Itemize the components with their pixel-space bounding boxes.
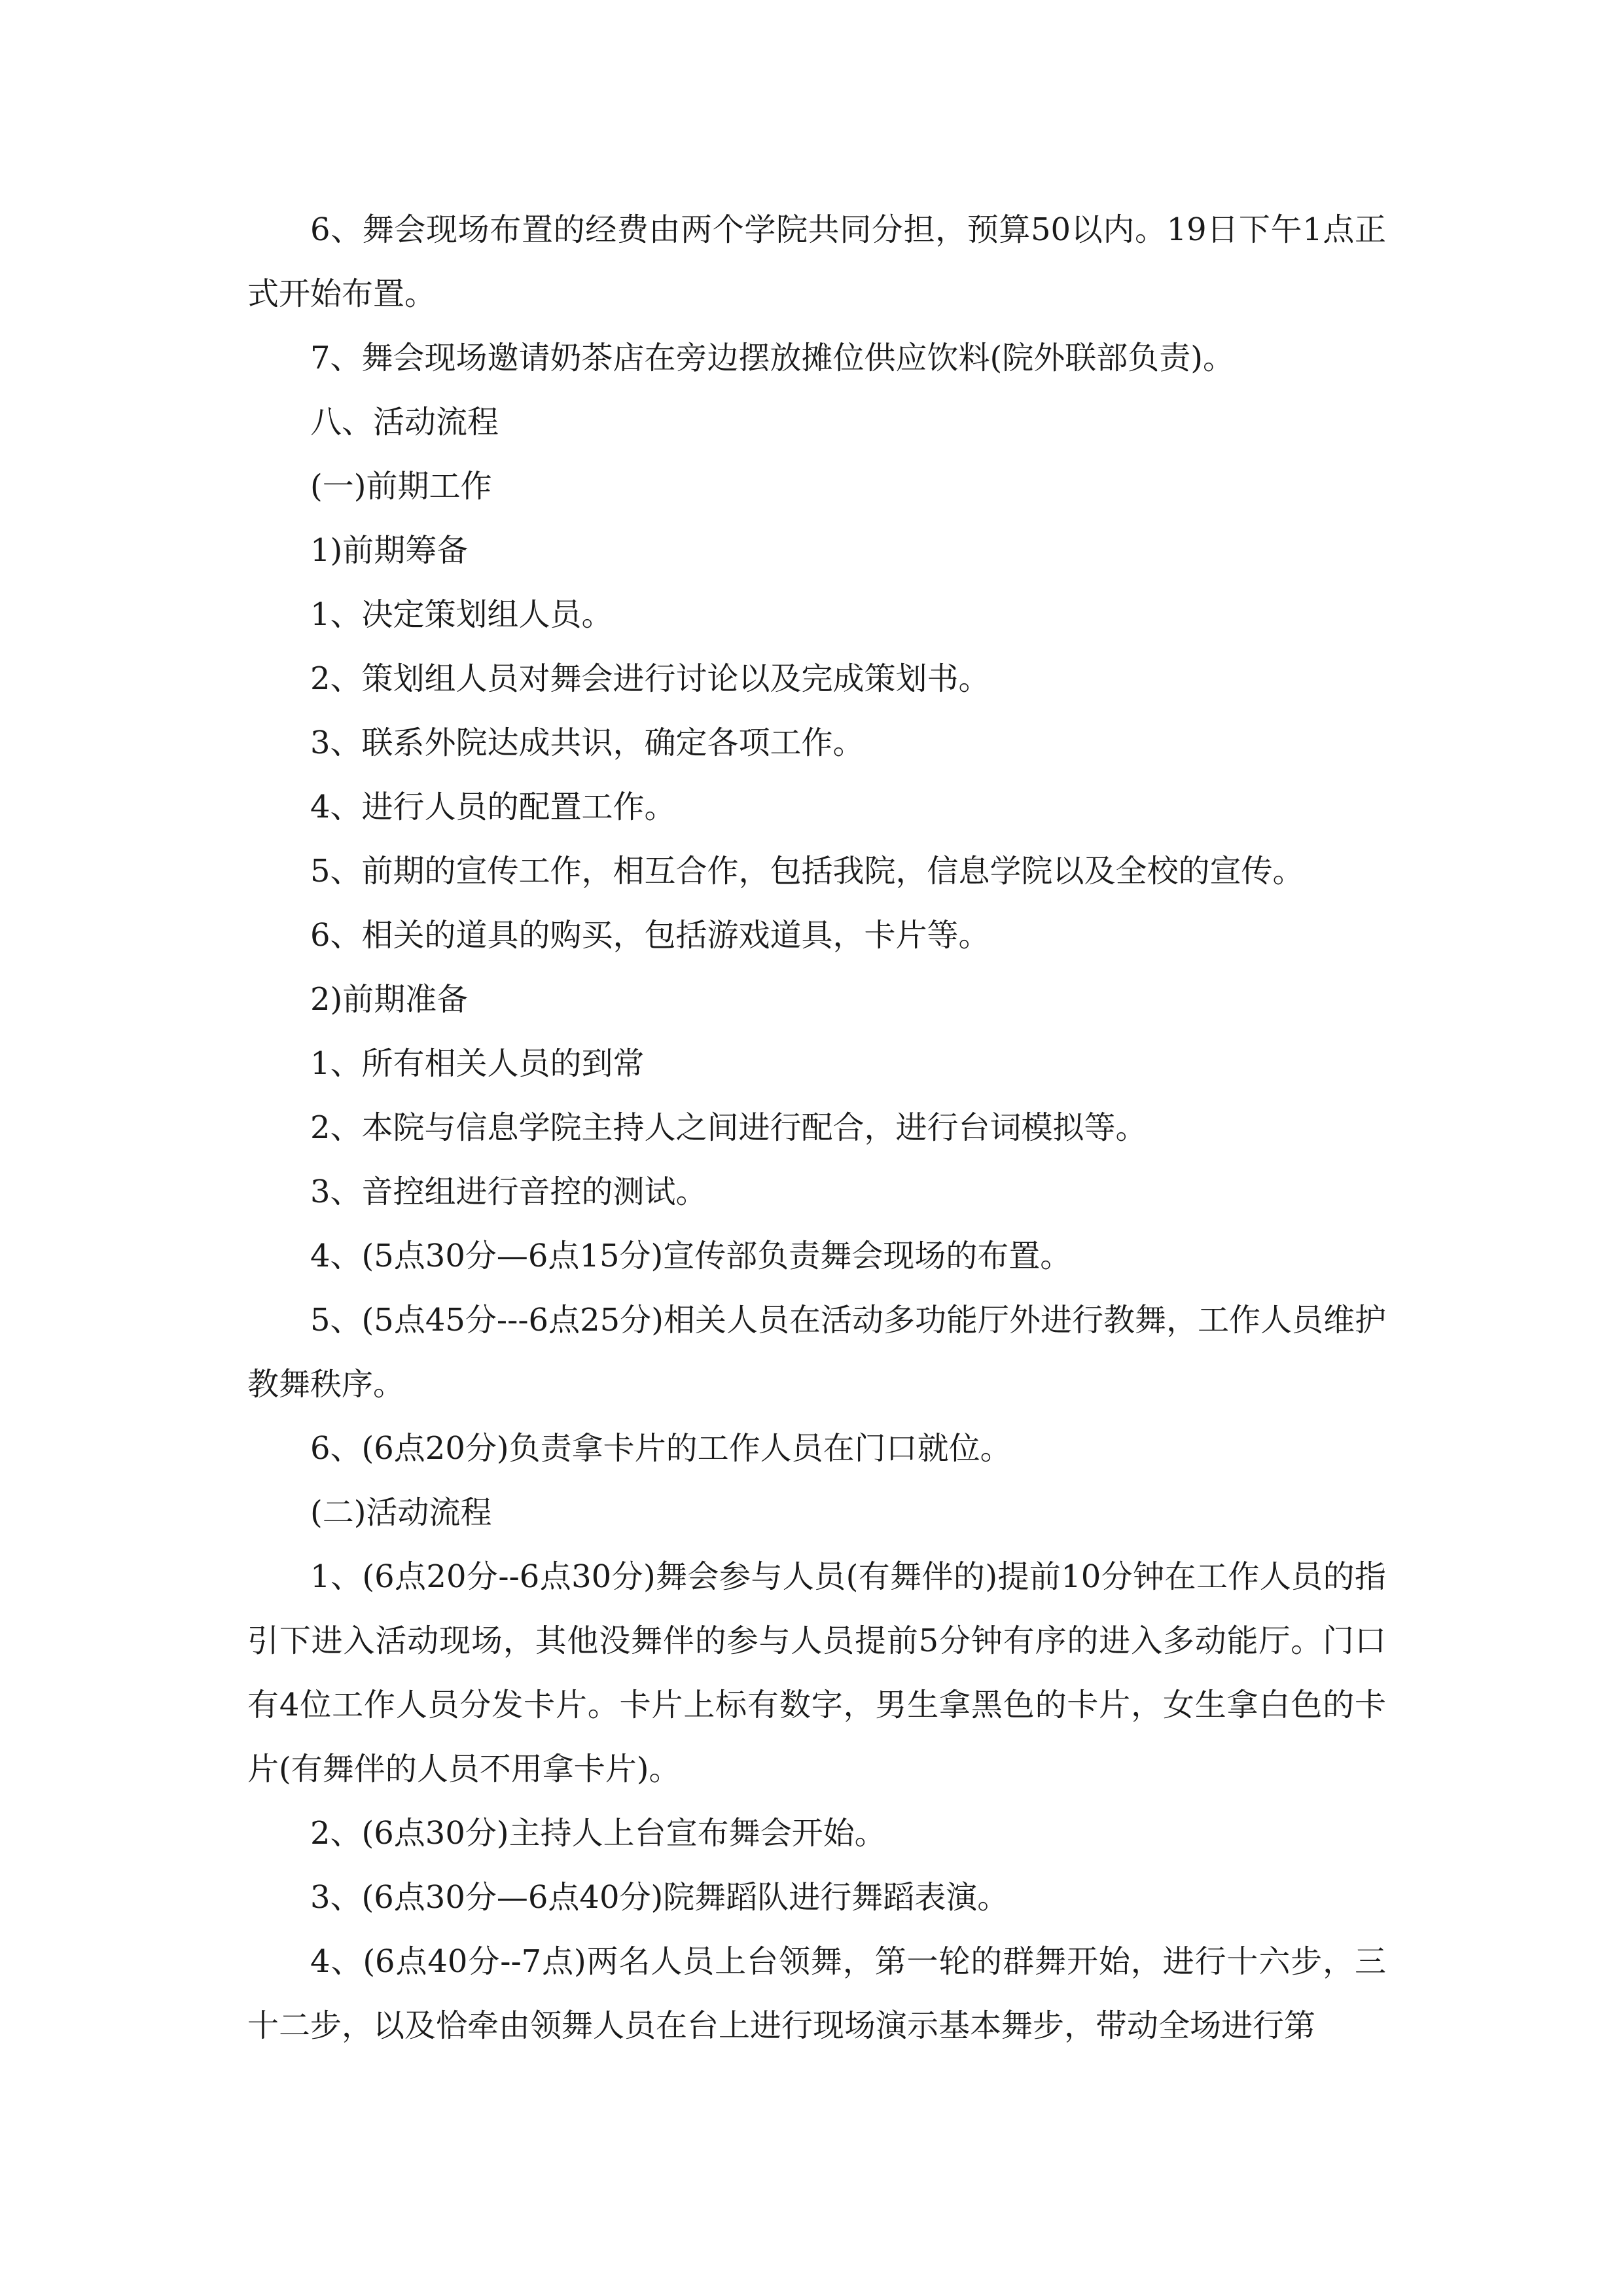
subsection-heading: 2)前期准备	[310, 981, 469, 1018]
list-item: 4、(6点40分--7点)两名人员上台领舞，第一轮的群舞开始，进行十六步，三十二步，以及恰牵由领舞人员在台上进行现场演示基本舞步，带动全场进行第	[247, 1943, 1386, 2044]
list-item: 3、音控组进行音控的测试。	[310, 1174, 707, 1210]
section-heading: 八、活动流程	[310, 404, 499, 440]
list-item: 6、(6点20分)负责拿卡片的工作人员在门口就位。	[310, 1430, 1012, 1467]
list-item: 1、(6点20分--6点30分)舞会参与人员(有舞伴的)提前10分钟在工作人员的指引下进入活动现场，其他没舞伴的参与人员提前5分钟有序的进入多动能厅。门口有4位工作人员分发卡片。卡片上标有数字，男生拿黑色的卡片，女生拿白色的卡片(有舞伴的人员不用拿卡片)。	[247, 1558, 1386, 1787]
list-item: 4、(5点30分—6点15分)宣传部负责舞会现场的布置。	[310, 1238, 1072, 1274]
list-item: 5、(5点45分---6点25分)相关人员在活动多功能厅外进行教舞，工作人员维护教舞秩序。	[247, 1302, 1386, 1403]
list-item: 6、相关的道具的购买，包括游戏道具，卡片等。	[310, 917, 990, 954]
paragraph: 6、舞会现场布置的经费由两个学院共同分担，预算50以内。19日下午1点正式开始布置。	[247, 211, 1386, 312]
list-item: 2、本院与信息学院主持人之间进行配合，进行台词模拟等。	[310, 1109, 1147, 1146]
paragraph: 7、舞会现场邀请奶茶店在旁边摆放摊位供应饮料(院外联部负责)。	[310, 340, 1234, 376]
list-item: 1、决定策划组人员。	[310, 596, 613, 633]
subsection-heading: (二)活动流程	[310, 1494, 492, 1531]
subsection-heading: (一)前期工作	[310, 468, 492, 505]
list-item: 2、策划组人员对舞会进行讨论以及完成策划书。	[310, 660, 990, 697]
document-body	[247, 198, 1386, 2058]
list-item: 2、(6点30分)主持人上台宣布舞会开始。	[310, 1815, 886, 1852]
subsection-heading: 1)前期筹备	[310, 532, 469, 569]
list-item: 3、联系外院达成共识，确定各项工作。	[310, 725, 865, 761]
list-item: 5、前期的宣传工作，相互合作，包括我院，信息学院以及全校的宣传。	[310, 853, 1304, 889]
list-item: 3、(6点30分—6点40分)院舞蹈队进行舞蹈表演。	[310, 1879, 1009, 1916]
list-item: 4、进行人员的配置工作。	[310, 789, 676, 825]
list-item: 1、所有相关人员的到常	[310, 1045, 645, 1082]
